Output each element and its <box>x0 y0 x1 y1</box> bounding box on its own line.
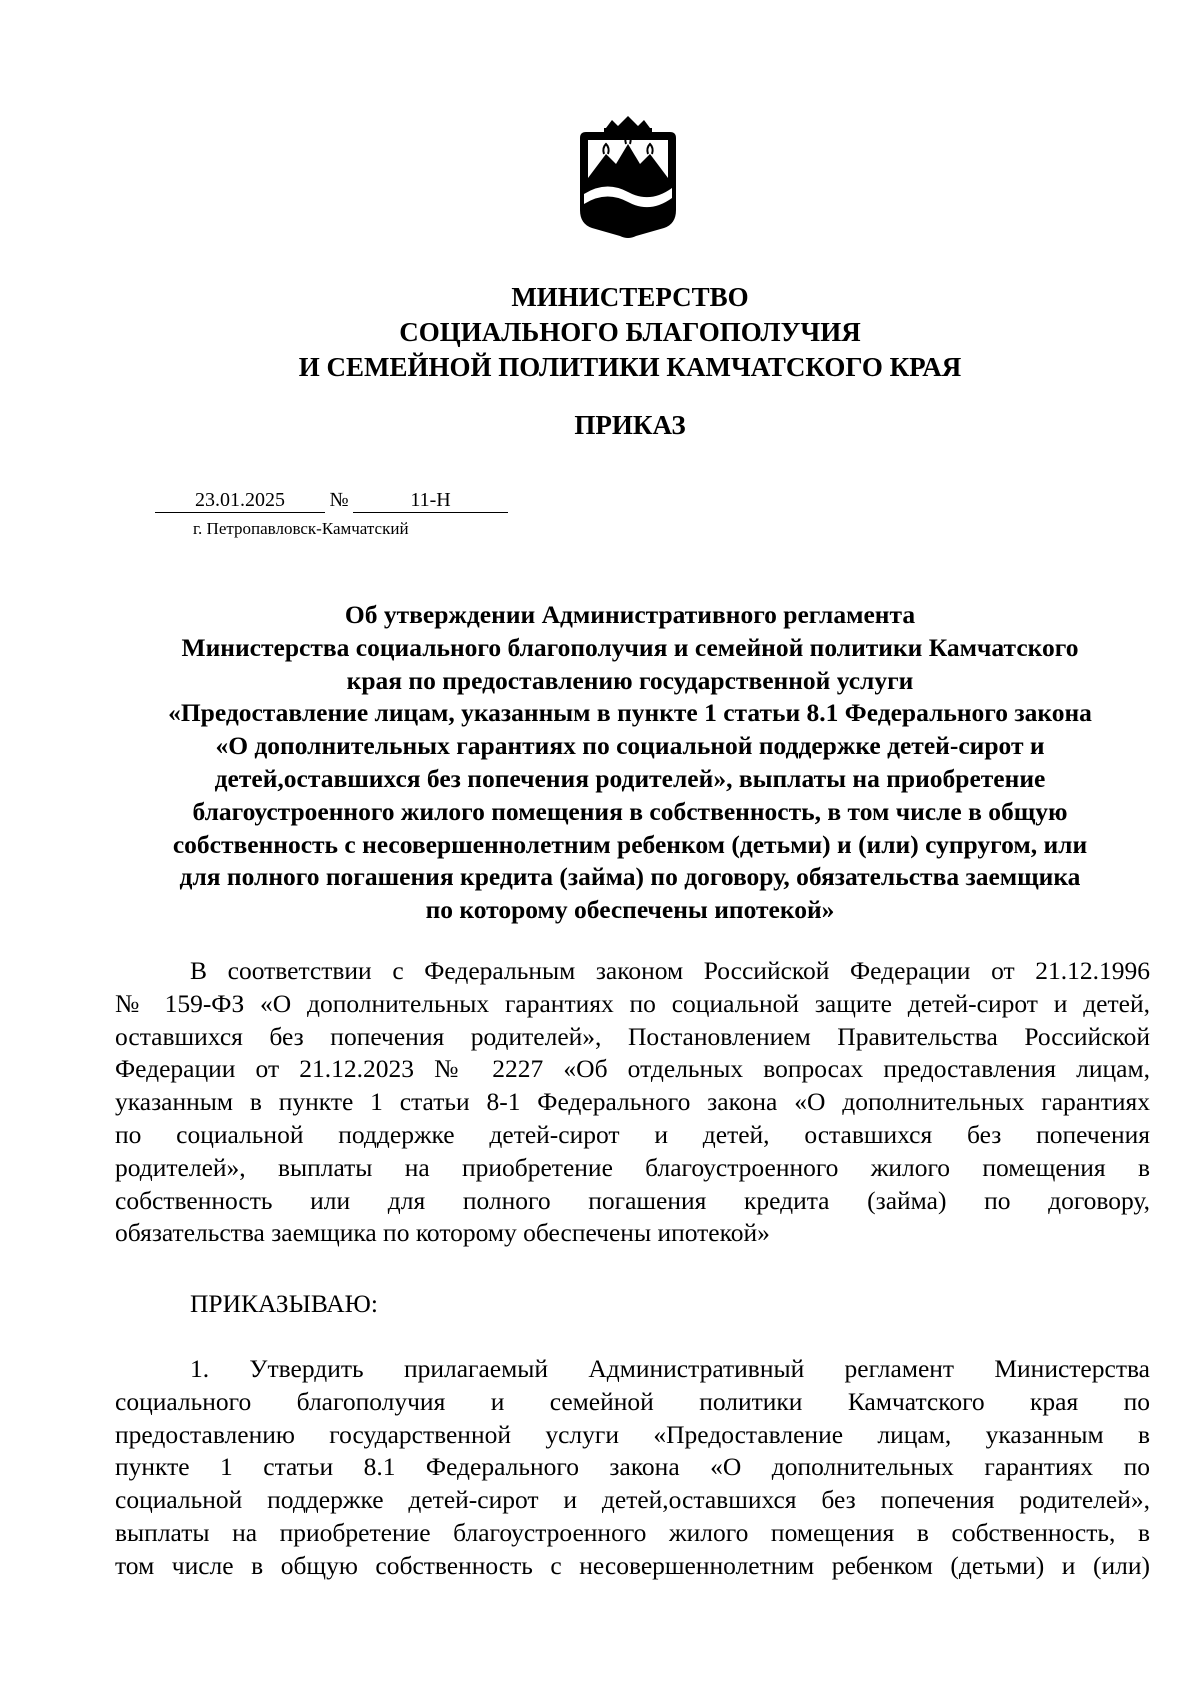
order-word: ПРИКАЗЫВАЮ: <box>190 1289 378 1318</box>
subject-line: Об утверждении Административного регламента <box>344 600 916 629</box>
ministry-line: МИНИСТЕРСТВО <box>511 282 749 312</box>
registration-line <box>155 488 508 513</box>
preamble-line: родителей», выплаты на приобретение благоустроенного жилого помещения в <box>115 1152 1150 1182</box>
item-line: том числе в общую собственность с несовершеннолетним ребенком (детьми) и (или) <box>115 1550 1150 1580</box>
preamble-line: Федерации от 21.12.2023 № 2227 «Об отдельных вопросах предоставления лицам, <box>115 1054 1150 1084</box>
preamble-line: № 159-ФЗ «О дополнительных гарантиях по социальной защите детей-сирот и детей, <box>115 988 1150 1018</box>
item-line: 1. Утвердить прилагаемый Административный регламент Министерства <box>190 1354 1150 1383</box>
subject-line: собственность с несовершеннолетним ребенком (детьми) и (или) супругом, или <box>172 829 1088 859</box>
item-line: предоставлению государственной услуги «Предоставление лицам, указанным в <box>115 1419 1150 1449</box>
document-date: 23.01.2025 <box>155 488 325 513</box>
coat-of-arms-icon <box>576 114 680 242</box>
ministry-line: СОЦИАЛЬНОГО БЛАГОПОЛУЧИЯ <box>399 317 861 347</box>
document-type: ПРИКАЗ <box>574 410 686 440</box>
number-sign: № <box>329 489 349 511</box>
document-city: г. Петропавловск-Камчатский <box>193 519 409 538</box>
subject-line: Министерства социального благополучия и семейной политики Камчатского <box>181 632 1079 662</box>
subject-line: «О дополнительных гарантиях по социальной поддержке детей-сирот и <box>215 731 1045 761</box>
preamble-line: В соответствии с Федеральным законом Российской Федерации от 21.12.1996 <box>190 956 1150 985</box>
subject-line: края по предоставлению государственной услуги <box>346 665 914 695</box>
item-line: социального благополучия и семейной политики Камчатского края по <box>115 1386 1150 1416</box>
ministry-line: И СЕМЕЙНОЙ ПОЛИТИКИ КАМЧАТСКОГО КРАЯ <box>298 352 962 382</box>
subject-line: «Предоставление лицам, указанным в пункте 1 статьи 8.1 Федерального закона <box>168 698 1092 728</box>
preamble-line: обязательства заемщика по которому обеспечены ипотекой» <box>115 1218 770 1248</box>
item-line: социальной поддержке детей-сирот и детей,оставшихся без попечения родителей», <box>115 1485 1150 1515</box>
subject-line: детей,оставшихся без попечения родителей», выплаты на приобретение <box>214 763 1046 793</box>
item-line: пункте 1 статьи 8.1 Федерального закона «О дополнительных гарантиях по <box>115 1452 1150 1482</box>
preamble-paragraph <box>115 955 1150 1250</box>
preamble-line: по социальной поддержке детей-сирот и детей, оставшихся без попечения <box>115 1119 1150 1149</box>
document-number: 11-Н <box>353 488 508 513</box>
document-subject <box>110 599 1150 927</box>
subject-line: по которому обеспечены ипотекой» <box>425 895 835 925</box>
item-line: выплаты на приобретение благоустроенного жилого помещения в собственность, в <box>115 1517 1150 1547</box>
item-1-paragraph <box>115 1353 1150 1583</box>
preamble-line: оставшихся без попечения родителей», Постановлением Правительства Российской <box>115 1021 1150 1051</box>
preamble-line: указанным в пункте 1 статьи 8-1 Федерального закона «О дополнительных гарантиях <box>115 1087 1150 1117</box>
subject-line: благоустроенного жилого помещения в собственность, в том числе в общую <box>192 796 1068 826</box>
subject-line: для полного погашения кредита (займа) по договору, обязательства заемщика <box>179 862 1081 892</box>
ministry-name <box>200 280 1060 385</box>
preamble-line: собственность или для полного погашения кредита (займа) по договору, <box>115 1185 1150 1215</box>
